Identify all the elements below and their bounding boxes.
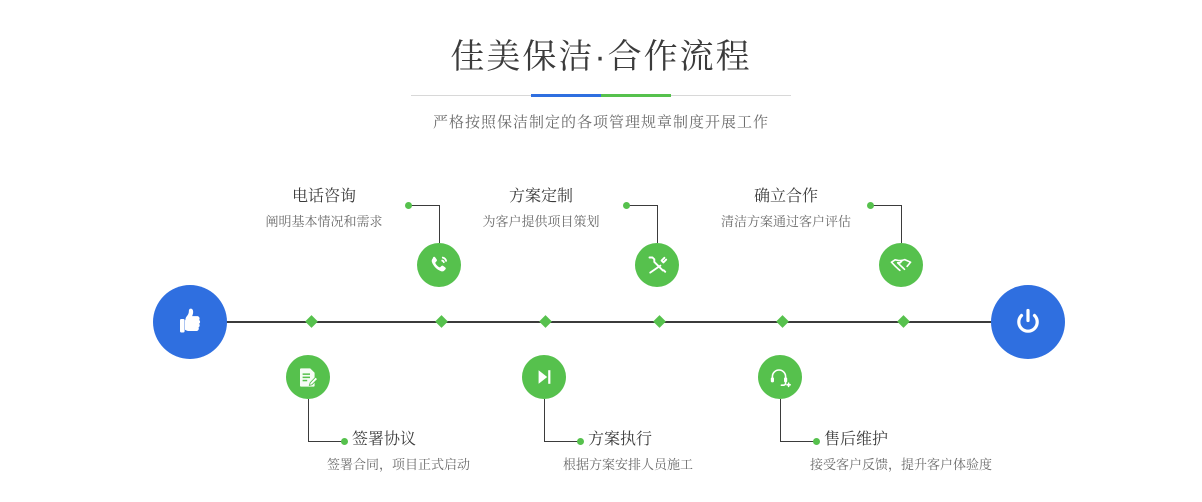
connector-4-horizontal [544, 441, 580, 442]
tools-icon [645, 253, 669, 277]
step-desc-2: 签署合同，项目正式启动 [327, 457, 471, 472]
step-label-6 [810, 429, 993, 475]
step-label-1 [250, 186, 398, 232]
step-icon-1 [417, 243, 461, 287]
power-icon [1010, 304, 1046, 340]
connector-4-dot [577, 438, 584, 445]
connector-4-vertical [544, 399, 545, 441]
axis-marker-6 [897, 315, 910, 328]
phone-ring-icon [427, 253, 451, 277]
connector-6-horizontal [780, 441, 816, 442]
step-label-5 [705, 186, 867, 232]
step-label-2 [327, 429, 471, 475]
connector-5-dot [867, 202, 874, 209]
connector-2-horizontal [308, 441, 344, 442]
connector-6-dot [813, 438, 820, 445]
connector-2-dot [341, 438, 348, 445]
document-pen-icon [296, 365, 320, 389]
connector-1-dot [405, 202, 412, 209]
connector-3-vertical [657, 205, 658, 243]
step-title-1: 电话咨询 [291, 188, 356, 205]
connector-2-vertical [308, 399, 309, 441]
axis-marker-5 [776, 315, 789, 328]
play-forward-icon [532, 365, 556, 389]
thumbs-up-icon [172, 304, 208, 340]
headset-support-icon [768, 365, 792, 389]
handshake-icon [889, 253, 913, 277]
axis-marker-2 [435, 315, 448, 328]
step-icon-4 [522, 355, 566, 399]
step-icon-2 [286, 355, 330, 399]
axis-marker-3 [539, 315, 552, 328]
timeline-end-badge [991, 285, 1065, 359]
step-icon-5 [879, 243, 923, 287]
step-icon-6 [758, 355, 802, 399]
step-desc-5: 清洁方案通过客户评估 [720, 214, 851, 229]
step-label-4 [563, 429, 694, 475]
connector-1-vertical [439, 205, 440, 243]
axis-marker-1 [305, 315, 318, 328]
step-desc-1: 阐明基本情况和需求 [265, 214, 383, 229]
connector-3-horizontal [626, 205, 657, 206]
timeline-start-badge [153, 285, 227, 359]
connector-6-vertical [780, 399, 781, 441]
connector-5-vertical [901, 205, 902, 243]
connector-1-horizontal [408, 205, 439, 206]
page-subtitle: 严格按照保洁制定的各项管理规章制度开展工作 [432, 114, 769, 131]
connector-5-horizontal [870, 205, 901, 206]
step-title-6: 售后维护 [824, 431, 889, 448]
page-title: 佳美保洁·合作流程 [450, 38, 752, 76]
step-title-5: 确立合作 [753, 188, 818, 205]
step-title-4: 方案执行 [588, 431, 653, 448]
step-desc-3: 为客户提供项目策划 [482, 214, 600, 229]
step-title-3: 方案定制 [508, 188, 573, 205]
step-title-2: 签署协议 [352, 431, 417, 448]
step-label-3 [462, 186, 620, 232]
axis-marker-4 [653, 315, 666, 328]
step-desc-4: 根据方案安排人员施工 [563, 457, 694, 472]
step-desc-6: 接受客户反馈，提升客户体验度 [810, 457, 993, 472]
step-icon-3 [635, 243, 679, 287]
connector-3-dot [623, 202, 630, 209]
